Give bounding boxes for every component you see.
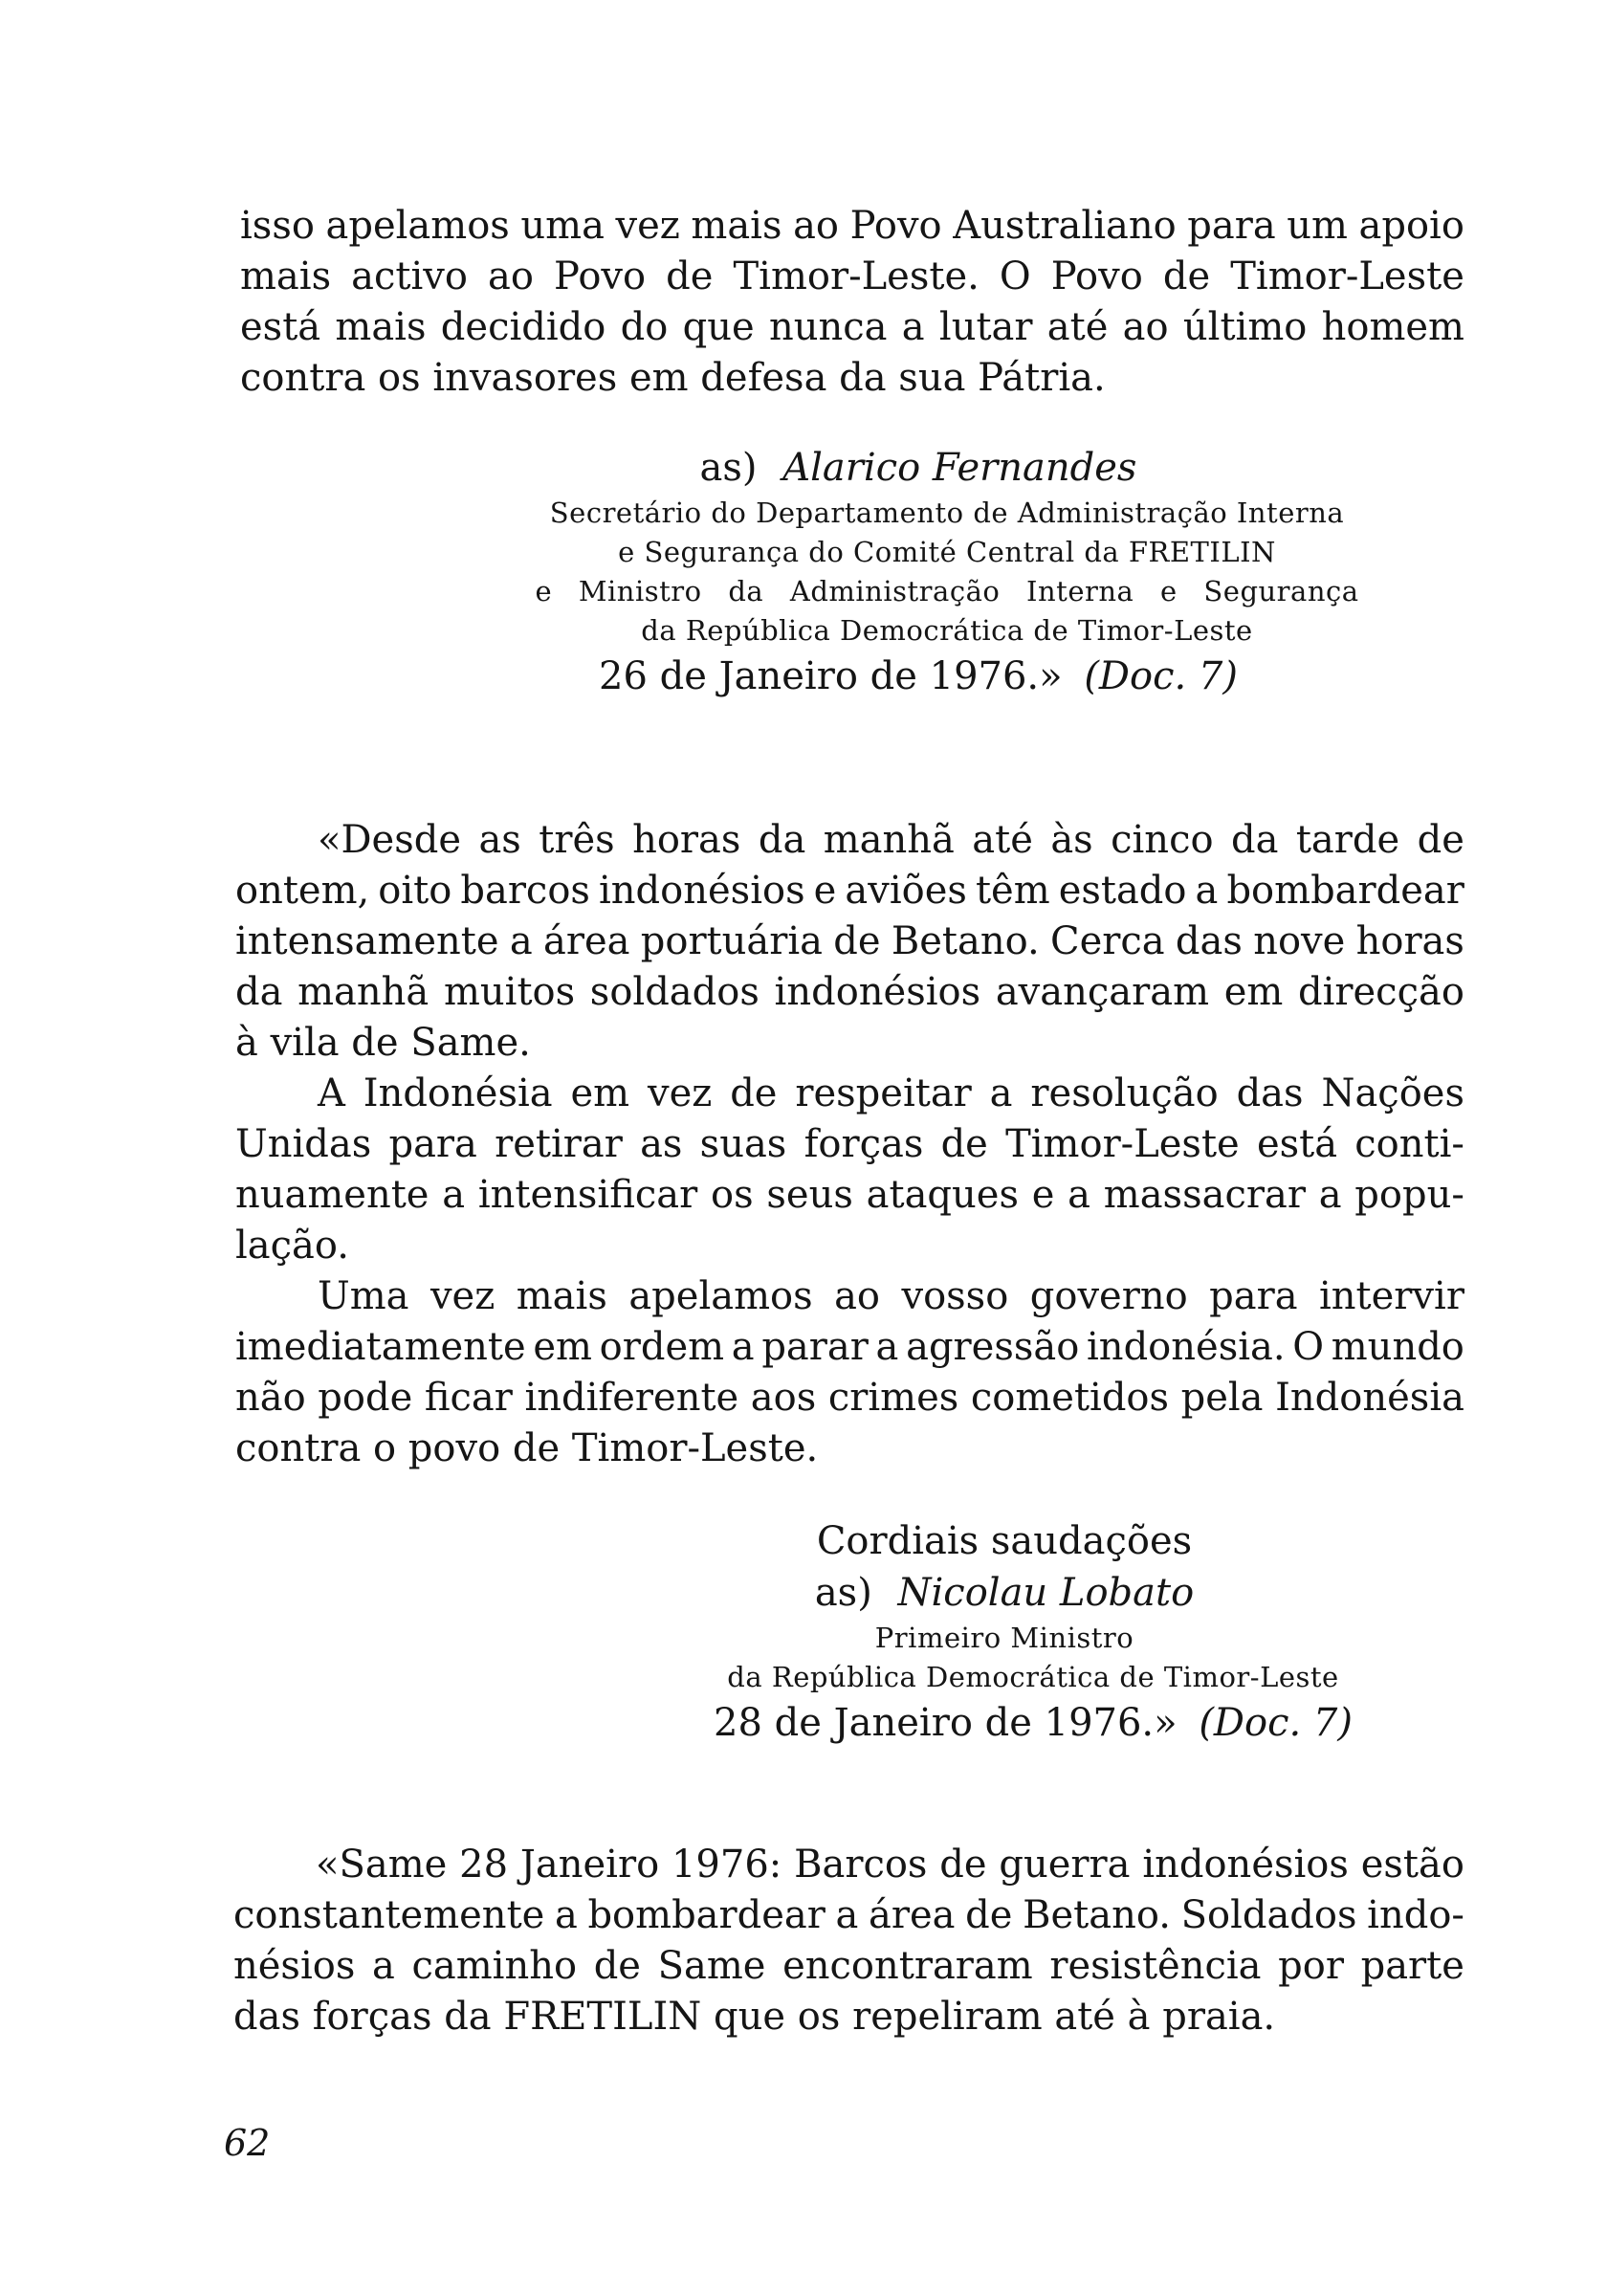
word: a (372, 1944, 395, 1988)
signatory-title-line: da República Democrática de Timor-Leste (727, 1661, 1339, 1693)
text-line (235, 1271, 1464, 1322)
word: horas (1355, 919, 1464, 963)
word: seus (766, 1173, 853, 1217)
word: activo (351, 254, 468, 298)
word: de (1417, 818, 1464, 862)
signature-date-line (612, 1697, 1454, 1749)
word: as (640, 1122, 683, 1166)
word: as (478, 818, 521, 862)
text-line (240, 201, 1464, 252)
word: avançaram (995, 970, 1210, 1014)
word: resolução (1030, 1071, 1219, 1115)
word: ontem, (235, 869, 370, 913)
text-line: das forças da FRETILIN que os repeliram até à praia. (233, 1995, 1276, 2039)
word: Soldados (1180, 1893, 1357, 1937)
word: retirar (495, 1122, 623, 1166)
word: ao (793, 204, 839, 248)
word: O (1292, 1325, 1325, 1369)
word: direcção (1297, 970, 1464, 1014)
word: indonésios (599, 869, 805, 913)
signature-block-1 (440, 442, 1454, 702)
text-line (235, 1170, 1464, 1221)
word: está (1256, 1122, 1338, 1166)
word: Povo (1050, 254, 1143, 298)
word: de (1162, 254, 1211, 298)
word: Cerca (1049, 919, 1165, 963)
word: decidido (440, 305, 606, 349)
signatory-title-line: Primeiro Ministro (874, 1622, 1134, 1654)
word: forças (804, 1122, 924, 1166)
word: indonésia. (1087, 1325, 1286, 1369)
word: da (235, 970, 283, 1014)
signature-date: 26 de Janeiro de 1976.» (599, 654, 1063, 698)
word: aos (750, 1376, 817, 1420)
word: O (999, 254, 1031, 298)
word: isso (240, 204, 315, 248)
word: parar (761, 1325, 869, 1369)
word: mais (240, 254, 332, 298)
text-line: lação. (235, 1224, 349, 1268)
text-line (233, 1840, 1464, 1890)
word: «Same (316, 1843, 448, 1887)
word: muitos (443, 970, 576, 1014)
doc-reference: (Doc. 7) (1084, 654, 1238, 698)
word: soldados (589, 970, 759, 1014)
word: ordem (599, 1325, 725, 1369)
signatory-name: Nicolau Lobato (897, 1571, 1195, 1615)
word: às (1050, 818, 1093, 862)
word: tarde (1295, 818, 1400, 862)
word: área (869, 1893, 956, 1937)
word: a (901, 305, 925, 349)
word: bombardear (587, 1893, 826, 1937)
text-line: contra o povo de Timor-Leste. (235, 1426, 819, 1470)
paragraph-2 (235, 815, 1464, 1069)
word: Nações (1321, 1071, 1464, 1115)
word: suas (699, 1122, 787, 1166)
word: Barcos (794, 1843, 928, 1887)
signature-date-line (383, 651, 1454, 702)
word: intervir (1319, 1274, 1464, 1318)
word: agressão (906, 1325, 1080, 1369)
word: «Desde (318, 818, 462, 862)
word: nove (1253, 919, 1346, 963)
word: os (711, 1173, 754, 1217)
word: de (593, 1944, 641, 1988)
word: horas (632, 818, 741, 862)
word: da (1230, 818, 1279, 862)
signatory-title-line: e Ministro da Administração Interna e Segurança (535, 575, 1359, 607)
word: a (875, 1325, 899, 1369)
text-line (235, 1322, 1464, 1373)
word: a (1195, 869, 1219, 913)
word: Same (657, 1944, 766, 1988)
word: ficar (424, 1376, 513, 1420)
word: vosso (901, 1274, 1009, 1318)
word: último (1182, 305, 1308, 349)
word: oito (378, 869, 452, 913)
word: a (442, 1173, 466, 1217)
word: a (509, 919, 533, 963)
word: um (1287, 204, 1348, 248)
word: constantemente (233, 1893, 545, 1937)
text-line (235, 1373, 1464, 1424)
signature-prefix: as) (814, 1571, 872, 1615)
word: vez (429, 1274, 495, 1318)
word: mundo (1331, 1325, 1464, 1369)
word: parte (1360, 1944, 1464, 1988)
word: manhã (297, 970, 429, 1014)
word: homem (1321, 305, 1464, 349)
word: mais (335, 305, 427, 349)
signature-line (555, 1567, 1454, 1619)
word: ao (1122, 305, 1169, 349)
word: ao (488, 254, 534, 298)
word: Povo (849, 204, 942, 248)
word: de (940, 1122, 988, 1166)
word: massacrar (1103, 1173, 1306, 1217)
word: das (1175, 919, 1243, 963)
word: popu- (1354, 1173, 1464, 1217)
word: nuamente (235, 1173, 429, 1217)
text-line (235, 1119, 1464, 1170)
word: de (666, 254, 714, 298)
word: de (730, 1071, 778, 1115)
signatory-title-line: Secretário do Departamento de Administração Interna (549, 497, 1345, 529)
word: vez (615, 204, 680, 248)
word: 28 (459, 1843, 509, 1887)
text-line (240, 302, 1464, 353)
word: intensamente (235, 919, 499, 963)
word: Indonésia (363, 1071, 553, 1115)
word: conti- (1354, 1122, 1464, 1166)
paragraph-1 (240, 201, 1464, 404)
signature-date: 28 de Janeiro de 1976.» (714, 1701, 1178, 1745)
word: estado (1058, 869, 1187, 913)
word: para (388, 1122, 477, 1166)
word: até (972, 818, 1033, 862)
doc-reference: (Doc. 7) (1199, 1701, 1353, 1745)
word: indiferente (524, 1376, 739, 1420)
word: respeitar (795, 1071, 972, 1115)
word: para (1187, 204, 1276, 248)
text-line: contra os invasores em defesa da sua Pátria. (240, 356, 1106, 400)
word: ataques (866, 1173, 1019, 1217)
word: das (1236, 1071, 1304, 1115)
word: do (620, 305, 669, 349)
text-line (235, 916, 1464, 967)
word: a (731, 1325, 755, 1369)
word: intensificar (477, 1173, 698, 1217)
word: portuária (640, 919, 824, 963)
word: cometidos (970, 1376, 1170, 1420)
word: Unidas (235, 1122, 372, 1166)
word: a (554, 1893, 578, 1937)
word: Uma (318, 1274, 409, 1318)
text-line (233, 1941, 1464, 1992)
word: apoio (1358, 204, 1464, 248)
text-line (235, 967, 1464, 1018)
word: nésios (233, 1944, 356, 1988)
word: mais (691, 204, 782, 248)
paragraph-3 (235, 1069, 1464, 1271)
word: guerra (999, 1843, 1131, 1887)
signatory-title-line: e Segurança do Comité Central da FRETILIN (618, 536, 1276, 568)
word: Janeiro (519, 1843, 660, 1887)
word: uma (520, 204, 605, 248)
word: imediatamente (235, 1325, 526, 1369)
word: por (1278, 1944, 1344, 1988)
word: lutar (938, 305, 1033, 349)
word: apelamos (628, 1274, 813, 1318)
word: ao (834, 1274, 881, 1318)
word: Indonésia (1275, 1376, 1464, 1420)
word: vez (647, 1071, 713, 1115)
word: Australiano (953, 204, 1177, 248)
word: até (1046, 305, 1109, 349)
word: pela (1180, 1376, 1264, 1420)
word: e (1031, 1173, 1055, 1217)
signature-line (383, 442, 1454, 494)
word: resistência (1049, 1944, 1262, 1988)
text-line (235, 815, 1464, 866)
word: de (833, 919, 881, 963)
word: de (939, 1843, 987, 1887)
word: Timor-Leste. (733, 254, 980, 298)
word: encontraram (782, 1944, 1033, 1988)
word: barcos (460, 869, 590, 913)
text-line (235, 866, 1464, 916)
word: nunca (768, 305, 888, 349)
word: em (1223, 970, 1284, 1014)
word: têm (975, 869, 1050, 913)
word: três (539, 818, 615, 862)
word: área (542, 919, 630, 963)
word: de (965, 1893, 1013, 1937)
word: caminho (411, 1944, 578, 1988)
word: aviões (845, 869, 967, 913)
page-number: 62 (224, 2122, 271, 2164)
word: a (1068, 1173, 1091, 1217)
signature-block-2 (612, 1515, 1454, 1749)
word: apelamos (325, 204, 510, 248)
paragraph-5 (233, 1840, 1464, 2042)
word: estão (1360, 1843, 1464, 1887)
closing-greeting: Cordiais saudações (816, 1519, 1193, 1563)
word: e (813, 869, 837, 913)
word: pode (318, 1376, 413, 1420)
signatory-name: Alarico Fernandes (782, 446, 1137, 490)
word: manhã (823, 818, 955, 862)
word: indo- (1367, 1893, 1464, 1937)
paragraph-4 (235, 1271, 1464, 1474)
word: indonésios (774, 970, 981, 1014)
word: que (682, 305, 755, 349)
signature-prefix: as) (699, 446, 758, 490)
word: Betano. (891, 919, 1040, 963)
word: Timor-Leste (1230, 254, 1464, 298)
word: A (318, 1071, 345, 1115)
text-line (235, 1069, 1464, 1119)
word: Timor-Leste (1005, 1122, 1240, 1166)
word: não (235, 1376, 306, 1420)
word: para (1209, 1274, 1298, 1318)
word: da (758, 818, 806, 862)
word: mais (516, 1274, 607, 1318)
text-line (240, 252, 1464, 302)
word: em (570, 1071, 630, 1115)
word: 1976: (671, 1843, 782, 1887)
text-line: à vila de Same. (235, 1021, 531, 1065)
word: Betano. (1023, 1893, 1171, 1937)
word: em (533, 1325, 592, 1369)
word: bombardear (1226, 869, 1464, 913)
word: a (835, 1893, 859, 1937)
word: Povo (554, 254, 647, 298)
word: cinco (1111, 818, 1214, 862)
word: a (989, 1071, 1013, 1115)
word: indonésios (1142, 1843, 1349, 1887)
text-line (233, 1890, 1464, 1941)
word: governo (1029, 1274, 1188, 1318)
signatory-title-line: da República Democrática de Timor-Leste (641, 614, 1253, 647)
word: a (1318, 1173, 1342, 1217)
word: está (240, 305, 321, 349)
word: crimes (827, 1376, 959, 1420)
